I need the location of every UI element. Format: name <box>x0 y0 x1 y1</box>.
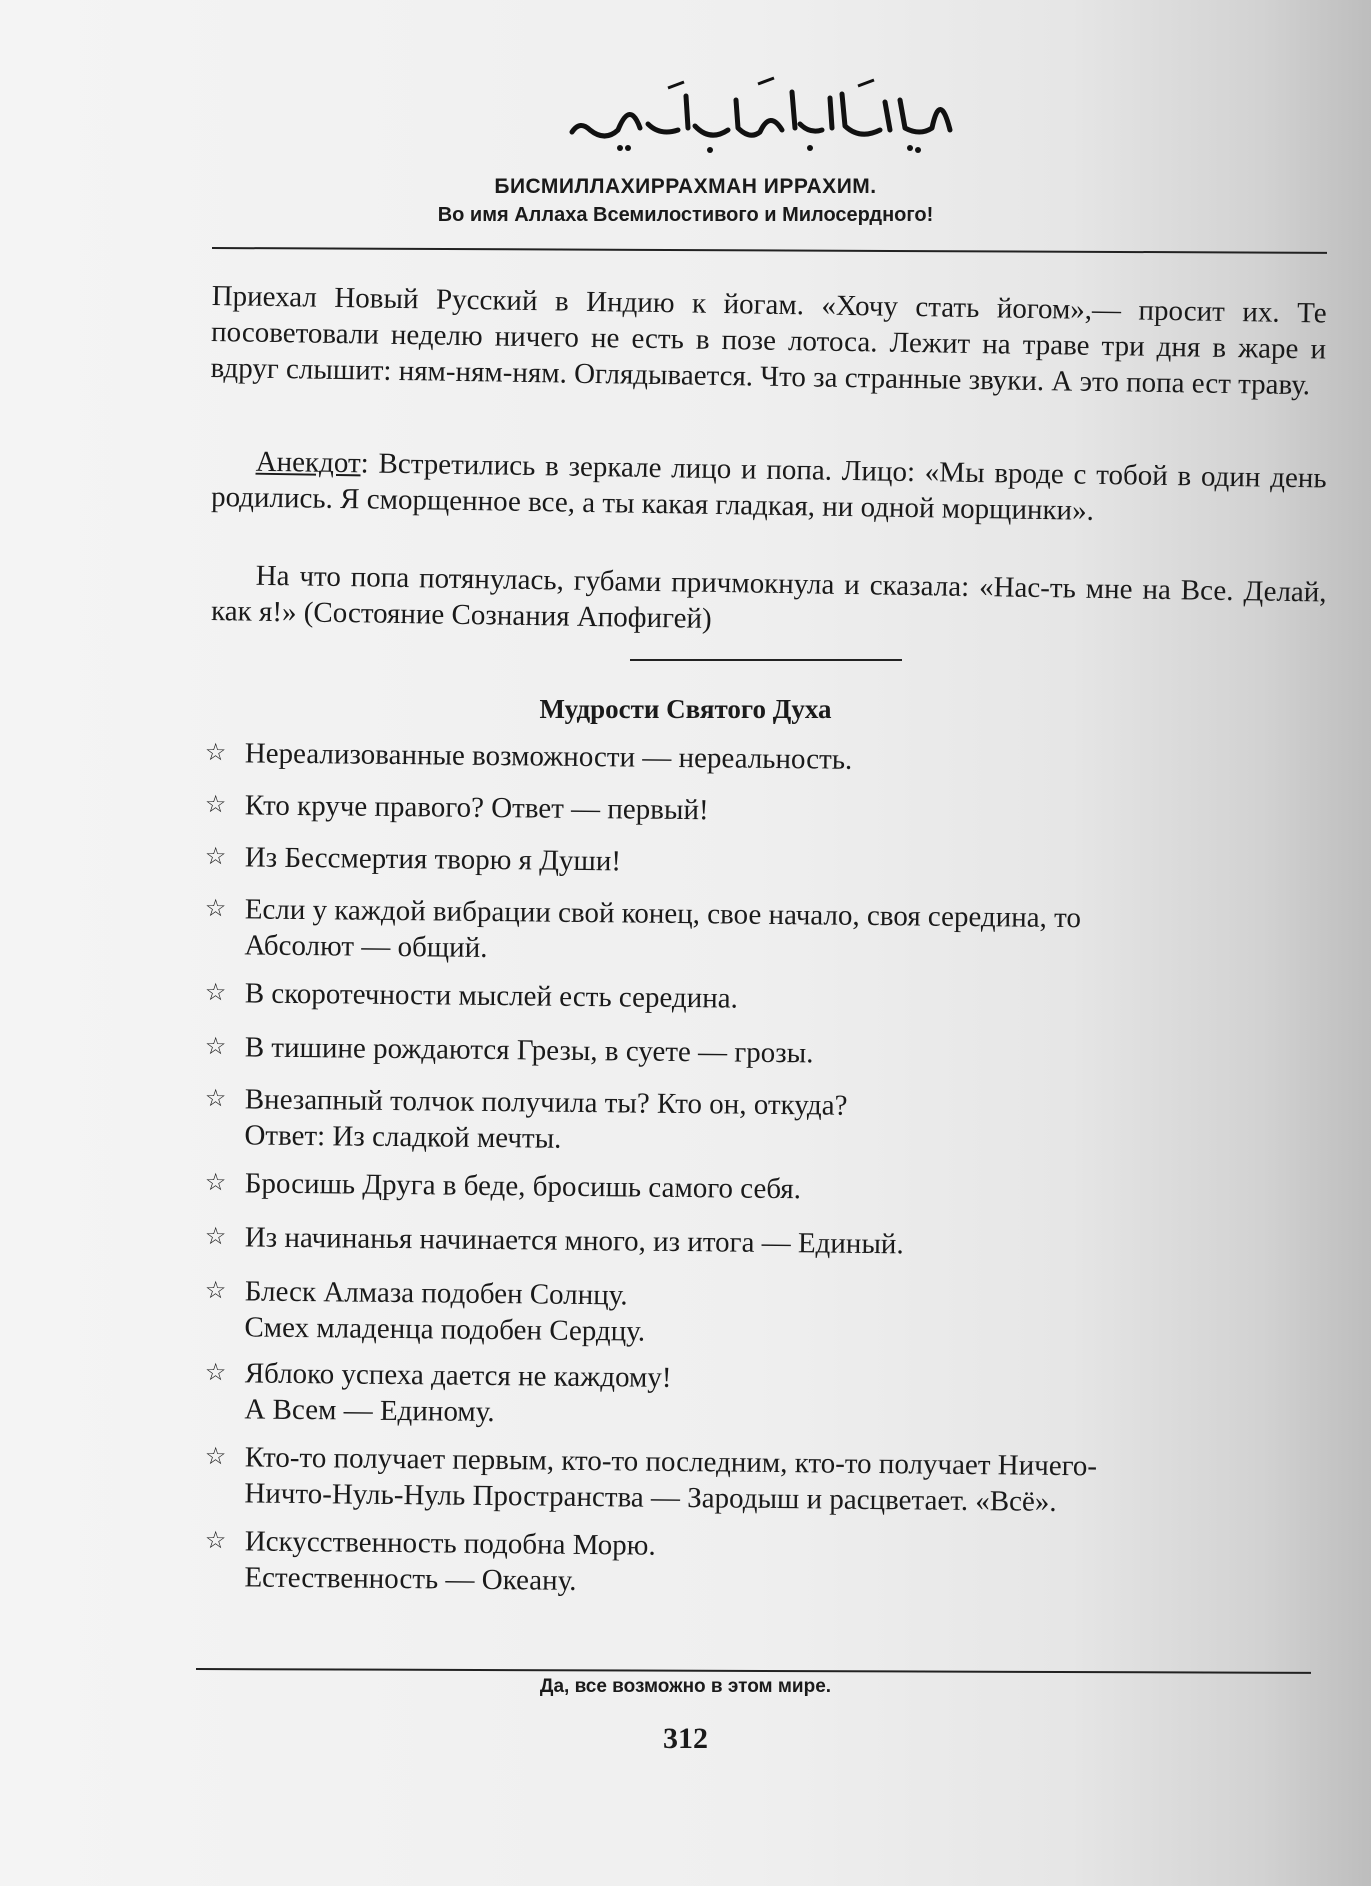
wisdom-item <box>204 1355 1325 1439</box>
wisdom-item <box>204 891 1325 975</box>
star-bullet-icon: ☆ <box>204 1085 227 1113</box>
footer-note: Да, все возможно в этом мире. <box>539 1676 832 1697</box>
wisdom-item <box>204 1439 1325 1523</box>
bismillah-calligraphy-icon <box>560 70 960 160</box>
wisdom-line-2: Естественность — Океану. <box>244 1561 577 1597</box>
wisdom-line-1: В скоротечности мыслей есть середина. <box>244 977 739 1015</box>
star-bullet-icon: ☆ <box>204 895 227 923</box>
wisdom-line-1: Кто круче правого? Ответ — первый! <box>244 789 709 827</box>
wisdom-line-1: Если у каждой вибрации свой конец, свое начало, своя середина, то <box>244 893 1082 935</box>
wisdom-item <box>205 1165 1325 1213</box>
wisdom-line-1: В тишине рождаются Грезы, в суете — грозы. <box>244 1031 814 1070</box>
wisdom-line-1: Нереализованные возможности — нереальность. <box>244 737 853 776</box>
star-bullet-icon: ☆ <box>204 791 227 819</box>
section-title: Мудрости Святого Духа <box>539 694 832 724</box>
star-bullet-icon: ☆ <box>204 1527 227 1555</box>
wisdom-item <box>205 1029 1325 1077</box>
wisdom-item <box>204 1523 1325 1607</box>
wisdom-item <box>204 1273 1325 1357</box>
anecdote-text: : Встретились в зеркале лицо и попа. Лицо: «Мы вроде с тобой в один день родились. Я сморщенное все, а ты какая гладкая, ни одной морщинки». <box>210 447 1327 527</box>
wisdom-line-2: Смех младенца подобен Сердцу. <box>244 1311 646 1348</box>
intro-paragraph-2 <box>211 443 1327 533</box>
wisdom-line-2: Ответ: Из сладкой мечты. <box>244 1119 562 1155</box>
wisdom-line-1: Яблоко успеха дается не каждому! <box>244 1357 672 1394</box>
wisdom-line-1: Бросишь Друга в беде, бросишь самого себя. <box>244 1167 802 1206</box>
header-divider <box>212 247 1327 254</box>
wisdom-line-1: Из начинанья начинается много, из итога — Единый. <box>244 1221 904 1261</box>
footer-divider <box>196 1668 1311 1674</box>
star-bullet-icon: ☆ <box>204 979 227 1007</box>
star-bullet-icon: ☆ <box>204 1033 227 1061</box>
star-bullet-icon: ☆ <box>204 1169 227 1197</box>
anecdote-label: Анекдот <box>255 445 361 480</box>
bismillah-title: БИСМИЛЛАХИРРАХМАН ИРРАХИМ. <box>494 175 877 198</box>
wisdom-item <box>205 975 1325 1023</box>
star-bullet-icon: ☆ <box>204 1443 227 1471</box>
wisdom-line-1: Из Бессмертия творю я Души! <box>244 841 622 878</box>
wisdom-line-1: Внезапный толчок получила ты? Кто он, откуда? <box>244 1083 848 1122</box>
bismillah-subtitle: Во имя Аллаха Всемилостивого и Милосердного! <box>437 204 934 226</box>
star-bullet-icon: ☆ <box>204 1223 227 1251</box>
star-bullet-icon: ☆ <box>204 739 227 767</box>
section-divider <box>630 659 902 661</box>
intro-paragraph-1: Приехал Новый Русский в Индию к йогам. «Хочу стать йогом»,— просит их. Те посоветовали неделю ничего не есть в позе лотоса. Лежит на траве три дня в жаре и вдруг слышит: ням-ням-ням. Оглядывается. Что за странные звуки. А это попа ест траву. <box>210 279 1327 402</box>
wisdom-line-2: Абсолют — общий. <box>244 929 488 964</box>
wisdom-line-2: Ничто-Нуль-Нуль Пространства — Зародыш и расцветает. «Всё». <box>244 1477 1057 1518</box>
star-bullet-icon: ☆ <box>204 1359 227 1387</box>
wisdom-item <box>205 787 1325 835</box>
wisdom-item <box>204 1081 1325 1165</box>
page-number: 312 <box>663 1722 708 1755</box>
wisdom-line-1: Блеск Алмаза подобен Солнцу. <box>244 1275 628 1312</box>
wisdom-line-1: Искусственность подобна Морю. <box>244 1525 656 1562</box>
star-bullet-icon: ☆ <box>204 843 227 871</box>
wisdom-item <box>205 839 1325 887</box>
intro-paragraph-3: На что попа потянулась, губами причмокнула и сказала: «Нас-ть мне на Все. Делай, как я!» (Состояние Сознания Апофигей) <box>210 559 1327 635</box>
wisdom-line-2: А Всем — Единому. <box>244 1393 495 1429</box>
wisdom-item <box>205 1219 1325 1267</box>
star-bullet-icon: ☆ <box>204 1277 227 1305</box>
wisdom-item <box>205 735 1325 783</box>
wisdom-line-1: Кто-то получает первым, кто-то последним, кто-то получает Ничего- <box>244 1441 1098 1483</box>
